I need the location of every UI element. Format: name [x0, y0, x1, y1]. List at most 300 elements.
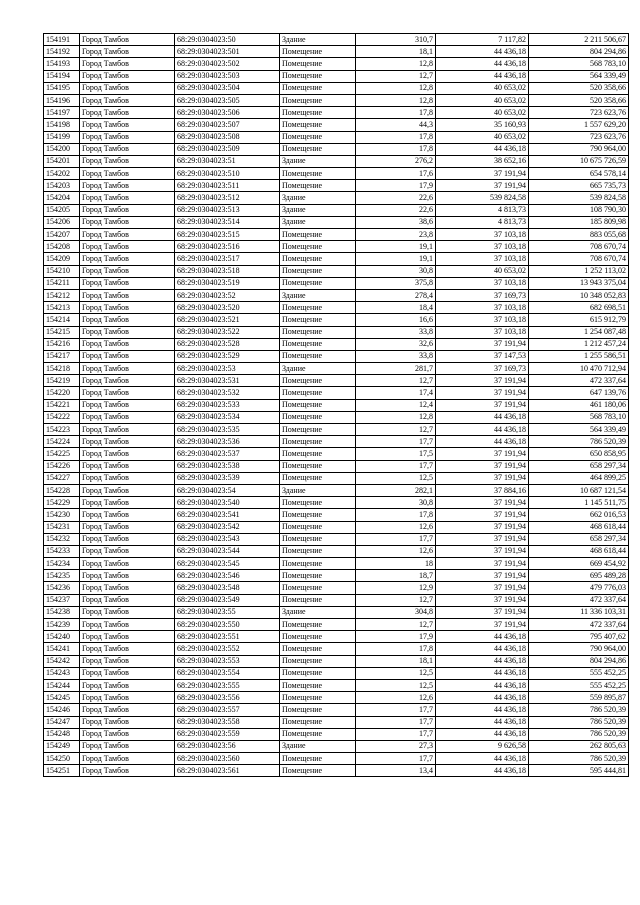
object-type-cell: Помещение	[280, 558, 356, 570]
cadastral-value-cell: 682 698,51	[529, 302, 629, 314]
cadastral-value-cell: 564 339,49	[529, 424, 629, 436]
cadastral-number-cell: 68:29:0304023:528	[175, 338, 280, 350]
row-number: 154234	[44, 558, 80, 570]
object-type-cell: Помещение	[280, 180, 356, 192]
row-number: 154248	[44, 728, 80, 740]
area-cell: 12,7	[356, 619, 436, 631]
area-cell: 16,6	[356, 314, 436, 326]
specific-value-cell: 44 436,18	[436, 70, 529, 82]
row-number: 154206	[44, 216, 80, 228]
cadastral-number-cell: 68:29:0304023:551	[175, 631, 280, 643]
specific-value-cell: 44 436,18	[436, 46, 529, 58]
area-cell: 375,8	[356, 277, 436, 289]
specific-value-cell: 539 824,58	[436, 192, 529, 204]
object-type-cell: Помещение	[280, 728, 356, 740]
table-row	[44, 411, 629, 423]
object-type-cell: Помещение	[280, 692, 356, 704]
row-number: 154244	[44, 679, 80, 691]
area-cell: 281,7	[356, 363, 436, 375]
city-cell: Город Тамбов	[80, 643, 175, 655]
row-number: 154200	[44, 143, 80, 155]
cadastral-number-cell: 68:29:0304023:535	[175, 424, 280, 436]
cadastral-value-cell: 564 339,49	[529, 70, 629, 82]
specific-value-cell: 37 191,94	[436, 509, 529, 521]
cadastral-value-cell: 615 912,79	[529, 314, 629, 326]
cadastral-value-cell: 472 337,64	[529, 619, 629, 631]
area-cell: 278,4	[356, 289, 436, 301]
row-number: 154237	[44, 594, 80, 606]
cadastral-number-cell: 68:29:0304023:552	[175, 643, 280, 655]
specific-value-cell: 37 191,94	[436, 594, 529, 606]
specific-value-cell: 44 436,18	[436, 704, 529, 716]
row-number: 154247	[44, 716, 80, 728]
cadastral-value-cell: 262 805,63	[529, 740, 629, 752]
area-cell: 12,9	[356, 582, 436, 594]
cadastral-value-cell: 1 255 586,51	[529, 350, 629, 362]
cadastral-value-cell: 665 735,73	[529, 180, 629, 192]
area-cell: 17,5	[356, 448, 436, 460]
area-cell: 17,8	[356, 131, 436, 143]
cadastral-number-cell: 68:29:0304023:51	[175, 155, 280, 167]
cadastral-value-cell: 568 783,10	[529, 411, 629, 423]
cadastral-number-cell: 68:29:0304023:512	[175, 192, 280, 204]
area-cell: 17,8	[356, 107, 436, 119]
cadastral-value-cell: 795 407,62	[529, 631, 629, 643]
city-cell: Город Тамбов	[80, 606, 175, 618]
table-row	[44, 606, 629, 618]
object-type-cell: Здание	[280, 192, 356, 204]
object-type-cell: Помещение	[280, 545, 356, 557]
table-row	[44, 34, 629, 46]
object-type-cell: Помещение	[280, 460, 356, 472]
cadastral-value-cell: 658 297,34	[529, 533, 629, 545]
object-type-cell: Помещение	[280, 521, 356, 533]
area-cell: 12,8	[356, 411, 436, 423]
specific-value-cell: 40 653,02	[436, 107, 529, 119]
cadastral-value-cell: 647 139,76	[529, 387, 629, 399]
row-number: 154235	[44, 570, 80, 582]
specific-value-cell: 37 191,94	[436, 497, 529, 509]
table-row	[44, 570, 629, 582]
specific-value-cell: 37 103,18	[436, 229, 529, 241]
object-type-cell: Здание	[280, 155, 356, 167]
specific-value-cell: 37 191,94	[436, 387, 529, 399]
table-row	[44, 277, 629, 289]
area-cell: 17,9	[356, 631, 436, 643]
area-cell: 30,8	[356, 265, 436, 277]
city-cell: Город Тамбов	[80, 155, 175, 167]
cadastral-value-cell: 555 452,25	[529, 679, 629, 691]
table-row	[44, 667, 629, 679]
area-cell: 17,7	[356, 460, 436, 472]
specific-value-cell: 37 191,94	[436, 375, 529, 387]
city-cell: Город Тамбов	[80, 168, 175, 180]
specific-value-cell: 35 160,93	[436, 119, 529, 131]
row-number: 154197	[44, 107, 80, 119]
specific-value-cell: 44 436,18	[436, 643, 529, 655]
cadastral-number-cell: 68:29:0304023:558	[175, 716, 280, 728]
city-cell: Город Тамбов	[80, 350, 175, 362]
cadastral-value-cell: 1 252 113,02	[529, 265, 629, 277]
row-number: 154221	[44, 399, 80, 411]
cadastral-number-cell: 68:29:0304023:532	[175, 387, 280, 399]
city-cell: Город Тамбов	[80, 326, 175, 338]
specific-value-cell: 40 653,02	[436, 82, 529, 94]
cadastral-number-cell: 68:29:0304023:508	[175, 131, 280, 143]
area-cell: 12,4	[356, 399, 436, 411]
cadastral-value-cell: 461 180,06	[529, 399, 629, 411]
object-type-cell: Помещение	[280, 168, 356, 180]
row-number: 154241	[44, 643, 80, 655]
specific-value-cell: 37 191,94	[436, 570, 529, 582]
table-row	[44, 289, 629, 301]
area-cell: 17,8	[356, 143, 436, 155]
specific-value-cell: 37 884,16	[436, 484, 529, 496]
city-cell: Город Тамбов	[80, 594, 175, 606]
city-cell: Город Тамбов	[80, 521, 175, 533]
cadastral-value-cell: 559 895,87	[529, 692, 629, 704]
table-row	[44, 82, 629, 94]
row-number: 154214	[44, 314, 80, 326]
object-type-cell: Помещение	[280, 655, 356, 667]
city-cell: Город Тамбов	[80, 314, 175, 326]
object-type-cell: Помещение	[280, 753, 356, 765]
cadastral-value-cell: 468 618,44	[529, 521, 629, 533]
table-row	[44, 58, 629, 70]
object-type-cell: Здание	[280, 740, 356, 752]
row-number: 154216	[44, 338, 80, 350]
area-cell: 17,7	[356, 716, 436, 728]
cadastral-value-cell: 13 943 375,04	[529, 277, 629, 289]
area-cell: 276,2	[356, 155, 436, 167]
row-number: 154210	[44, 265, 80, 277]
row-number: 154198	[44, 119, 80, 131]
table-row	[44, 192, 629, 204]
cadastral-number-cell: 68:29:0304023:537	[175, 448, 280, 460]
row-number: 154202	[44, 168, 80, 180]
table-row	[44, 753, 629, 765]
cadastral-number-cell: 68:29:0304023:531	[175, 375, 280, 387]
area-cell: 12,6	[356, 692, 436, 704]
area-cell: 17,7	[356, 728, 436, 740]
specific-value-cell: 44 436,18	[436, 716, 529, 728]
area-cell: 12,7	[356, 375, 436, 387]
row-number: 154242	[44, 655, 80, 667]
city-cell: Город Тамбов	[80, 411, 175, 423]
row-number: 154223	[44, 424, 80, 436]
cadastral-value-cell: 479 776,03	[529, 582, 629, 594]
area-cell: 12,7	[356, 424, 436, 436]
specific-value-cell: 9 626,58	[436, 740, 529, 752]
table-row	[44, 180, 629, 192]
table-row	[44, 399, 629, 411]
city-cell: Город Тамбов	[80, 424, 175, 436]
object-type-cell: Помещение	[280, 399, 356, 411]
object-type-cell: Помещение	[280, 326, 356, 338]
specific-value-cell: 37 191,94	[436, 180, 529, 192]
row-number: 154239	[44, 619, 80, 631]
specific-value-cell: 37 169,73	[436, 363, 529, 375]
object-type-cell: Помещение	[280, 533, 356, 545]
object-type-cell: Помещение	[280, 594, 356, 606]
object-type-cell: Помещение	[280, 619, 356, 631]
specific-value-cell: 7 117,82	[436, 34, 529, 46]
table-row	[44, 558, 629, 570]
object-type-cell: Помещение	[280, 350, 356, 362]
specific-value-cell: 44 436,18	[436, 631, 529, 643]
row-number: 154226	[44, 460, 80, 472]
specific-value-cell: 40 653,02	[436, 265, 529, 277]
city-cell: Город Тамбов	[80, 94, 175, 106]
row-number: 154218	[44, 363, 80, 375]
cadastral-number-cell: 68:29:0304023:560	[175, 753, 280, 765]
cadastral-value-cell: 555 452,25	[529, 667, 629, 679]
object-type-cell: Помещение	[280, 70, 356, 82]
specific-value-cell: 37 191,94	[436, 558, 529, 570]
cadastral-number-cell: 68:29:0304023:52	[175, 289, 280, 301]
object-type-cell: Здание	[280, 484, 356, 496]
specific-value-cell: 37 103,18	[436, 253, 529, 265]
cadastral-number-cell: 68:29:0304023:505	[175, 94, 280, 106]
specific-value-cell: 37 191,94	[436, 606, 529, 618]
cadastral-number-cell: 68:29:0304023:503	[175, 70, 280, 82]
object-type-cell: Помещение	[280, 58, 356, 70]
specific-value-cell: 37 191,94	[436, 521, 529, 533]
city-cell: Город Тамбов	[80, 70, 175, 82]
table-row	[44, 643, 629, 655]
table-row	[44, 168, 629, 180]
row-number: 154249	[44, 740, 80, 752]
table-row	[44, 679, 629, 691]
object-type-cell: Помещение	[280, 82, 356, 94]
area-cell: 30,8	[356, 497, 436, 509]
specific-value-cell: 44 436,18	[436, 655, 529, 667]
city-cell: Город Тамбов	[80, 679, 175, 691]
table-row	[44, 94, 629, 106]
city-cell: Город Тамбов	[80, 716, 175, 728]
specific-value-cell: 37 169,73	[436, 289, 529, 301]
table-row	[44, 204, 629, 216]
cadastral-number-cell: 68:29:0304023:54	[175, 484, 280, 496]
object-type-cell: Помещение	[280, 631, 356, 643]
row-number: 154246	[44, 704, 80, 716]
city-cell: Город Тамбов	[80, 216, 175, 228]
cadastral-value-cell: 708 670,74	[529, 253, 629, 265]
object-type-cell: Помещение	[280, 509, 356, 521]
cadastral-value-cell: 786 520,39	[529, 704, 629, 716]
cadastral-number-cell: 68:29:0304023:539	[175, 472, 280, 484]
document-page	[43, 33, 628, 777]
object-type-cell: Здание	[280, 34, 356, 46]
specific-value-cell: 37 103,18	[436, 326, 529, 338]
object-type-cell: Помещение	[280, 765, 356, 777]
specific-value-cell: 4 813,73	[436, 204, 529, 216]
specific-value-cell: 37 103,18	[436, 302, 529, 314]
cadastral-value-cell: 108 790,30	[529, 204, 629, 216]
object-type-cell: Помещение	[280, 387, 356, 399]
cadastral-value-cell: 10 687 121,54	[529, 484, 629, 496]
cadastral-value-cell: 539 824,58	[529, 192, 629, 204]
area-cell: 44,3	[356, 119, 436, 131]
cadastral-value-cell: 472 337,64	[529, 594, 629, 606]
specific-value-cell: 44 436,18	[436, 728, 529, 740]
table-row	[44, 216, 629, 228]
cadastral-number-cell: 68:29:0304023:507	[175, 119, 280, 131]
city-cell: Город Тамбов	[80, 363, 175, 375]
row-number: 154227	[44, 472, 80, 484]
cadastral-number-cell: 68:29:0304023:50	[175, 34, 280, 46]
area-cell: 282,1	[356, 484, 436, 496]
object-type-cell: Здание	[280, 289, 356, 301]
table-row	[44, 338, 629, 350]
cadastral-number-cell: 68:29:0304023:521	[175, 314, 280, 326]
row-number: 154250	[44, 753, 80, 765]
city-cell: Город Тамбов	[80, 509, 175, 521]
area-cell: 13,4	[356, 765, 436, 777]
table-row	[44, 484, 629, 496]
row-number: 154195	[44, 82, 80, 94]
table-row	[44, 765, 629, 777]
table-row	[44, 460, 629, 472]
cadastral-number-cell: 68:29:0304023:502	[175, 58, 280, 70]
table-row	[44, 46, 629, 58]
cadastral-number-cell: 68:29:0304023:53	[175, 363, 280, 375]
object-type-cell: Помещение	[280, 241, 356, 253]
cadastral-number-cell: 68:29:0304023:529	[175, 350, 280, 362]
specific-value-cell: 40 653,02	[436, 131, 529, 143]
table-row	[44, 619, 629, 631]
cadastral-value-cell: 786 520,39	[529, 728, 629, 740]
cadastral-value-cell: 10 470 712,94	[529, 363, 629, 375]
city-cell: Город Тамбов	[80, 497, 175, 509]
cadastral-number-cell: 68:29:0304023:509	[175, 143, 280, 155]
row-number: 154207	[44, 229, 80, 241]
specific-value-cell: 37 191,94	[436, 338, 529, 350]
cadastral-number-cell: 68:29:0304023:56	[175, 740, 280, 752]
cadastral-number-cell: 68:29:0304023:515	[175, 229, 280, 241]
row-number: 154232	[44, 533, 80, 545]
area-cell: 12,5	[356, 472, 436, 484]
row-number: 154205	[44, 204, 80, 216]
cadastral-number-cell: 68:29:0304023:540	[175, 497, 280, 509]
table-row	[44, 509, 629, 521]
cadastral-number-cell: 68:29:0304023:553	[175, 655, 280, 667]
specific-value-cell: 37 191,94	[436, 545, 529, 557]
specific-value-cell: 37 103,18	[436, 241, 529, 253]
cadastral-number-cell: 68:29:0304023:536	[175, 436, 280, 448]
specific-value-cell: 44 436,18	[436, 143, 529, 155]
city-cell: Город Тамбов	[80, 192, 175, 204]
cadastral-number-cell: 68:29:0304023:555	[175, 679, 280, 691]
cadastral-number-cell: 68:29:0304023:543	[175, 533, 280, 545]
specific-value-cell: 37 191,94	[436, 399, 529, 411]
cadastral-value-cell: 790 964,00	[529, 643, 629, 655]
area-cell: 310,7	[356, 34, 436, 46]
cadastral-value-cell: 11 336 103,31	[529, 606, 629, 618]
object-type-cell: Помещение	[280, 716, 356, 728]
cadastral-number-cell: 68:29:0304023:534	[175, 411, 280, 423]
city-cell: Город Тамбов	[80, 180, 175, 192]
table-row	[44, 692, 629, 704]
cadastral-number-cell: 68:29:0304023:544	[175, 545, 280, 557]
row-number: 154238	[44, 606, 80, 618]
city-cell: Город Тамбов	[80, 545, 175, 557]
row-number: 154203	[44, 180, 80, 192]
table-row	[44, 229, 629, 241]
table-row	[44, 740, 629, 752]
cadastral-value-cell: 185 809,98	[529, 216, 629, 228]
city-cell: Город Тамбов	[80, 460, 175, 472]
row-number: 154196	[44, 94, 80, 106]
city-cell: Город Тамбов	[80, 375, 175, 387]
area-cell: 18,1	[356, 46, 436, 58]
specific-value-cell: 44 436,18	[436, 58, 529, 70]
area-cell: 12,7	[356, 70, 436, 82]
city-cell: Город Тамбов	[80, 448, 175, 460]
cadastral-number-cell: 68:29:0304023:520	[175, 302, 280, 314]
area-cell: 17,7	[356, 533, 436, 545]
city-cell: Город Тамбов	[80, 119, 175, 131]
object-type-cell: Помещение	[280, 94, 356, 106]
object-type-cell: Здание	[280, 363, 356, 375]
cadastral-value-cell: 723 623,76	[529, 131, 629, 143]
row-number: 154191	[44, 34, 80, 46]
row-number: 154230	[44, 509, 80, 521]
cadastral-value-cell: 468 618,44	[529, 545, 629, 557]
specific-value-cell: 37 103,18	[436, 277, 529, 289]
table-row	[44, 448, 629, 460]
table-row	[44, 716, 629, 728]
cadastral-number-cell: 68:29:0304023:548	[175, 582, 280, 594]
city-cell: Город Тамбов	[80, 107, 175, 119]
specific-value-cell: 37 191,94	[436, 448, 529, 460]
city-cell: Город Тамбов	[80, 533, 175, 545]
table-row	[44, 533, 629, 545]
table-row	[44, 387, 629, 399]
city-cell: Город Тамбов	[80, 338, 175, 350]
city-cell: Город Тамбов	[80, 46, 175, 58]
row-number: 154245	[44, 692, 80, 704]
city-cell: Город Тамбов	[80, 765, 175, 777]
specific-value-cell: 44 436,18	[436, 667, 529, 679]
city-cell: Город Тамбов	[80, 582, 175, 594]
area-cell: 23,8	[356, 229, 436, 241]
area-cell: 12,8	[356, 58, 436, 70]
row-number: 154194	[44, 70, 80, 82]
table-row	[44, 521, 629, 533]
specific-value-cell: 37 191,94	[436, 168, 529, 180]
cadastral-value-cell: 695 489,28	[529, 570, 629, 582]
table-row	[44, 314, 629, 326]
table-row	[44, 472, 629, 484]
specific-value-cell: 37 191,94	[436, 533, 529, 545]
row-number: 154192	[44, 46, 80, 58]
area-cell: 18,7	[356, 570, 436, 582]
area-cell: 22,6	[356, 204, 436, 216]
city-cell: Город Тамбов	[80, 667, 175, 679]
cadastral-number-cell: 68:29:0304023:522	[175, 326, 280, 338]
object-type-cell: Помещение	[280, 667, 356, 679]
specific-value-cell: 37 191,94	[436, 619, 529, 631]
object-type-cell: Помещение	[280, 436, 356, 448]
cadastral-number-cell: 68:29:0304023:545	[175, 558, 280, 570]
object-type-cell: Помещение	[280, 107, 356, 119]
object-type-cell: Помещение	[280, 582, 356, 594]
city-cell: Город Тамбов	[80, 692, 175, 704]
city-cell: Город Тамбов	[80, 728, 175, 740]
area-cell: 18,1	[356, 655, 436, 667]
city-cell: Город Тамбов	[80, 277, 175, 289]
